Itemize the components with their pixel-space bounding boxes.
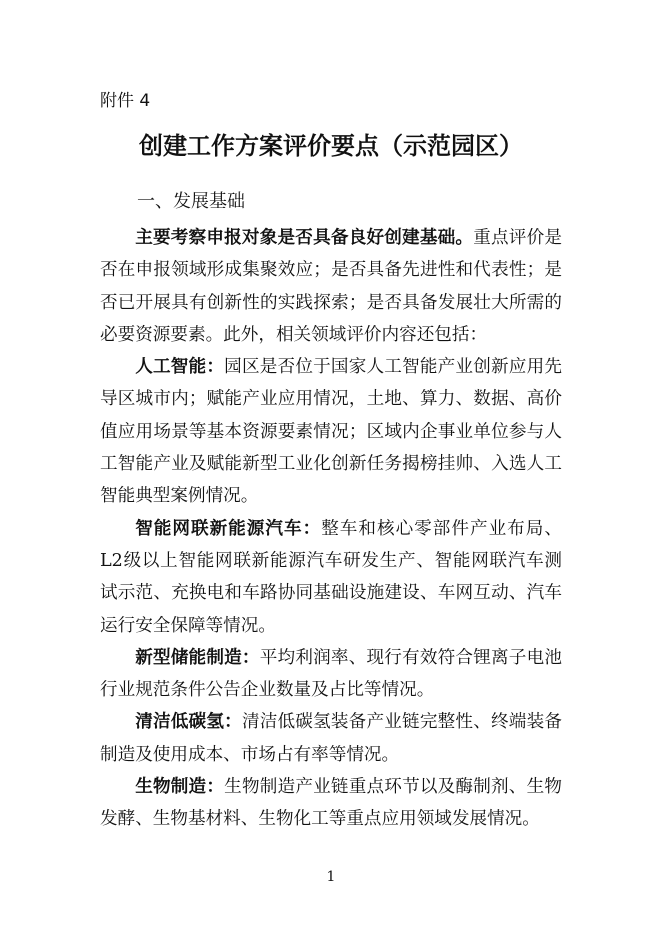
paragraph-bio-manufacturing [100,771,562,836]
paragraph-lead: 清洁低碳氢： [135,712,242,733]
paragraph-lead: 新型储能制造： [135,647,260,668]
page-number: 1 [326,869,336,885]
section-heading: 一、发展基础 [137,191,245,212]
paragraph-text: 整车和核心零部件产业布局、L2级以上智能网联新能源汽车研发生产、智能网联汽车测试示范、充换电和车路协同基础设施建设、车网互动、汽车运行安全保障等情况。 [100,518,562,636]
document-title: 创建工作方案评价要点（示范园区） [139,131,523,160]
attachment-label: 附件 4 [100,91,151,111]
paragraph-ai [100,351,562,512]
paragraph-text: 生物制造产业链重点环节以及酶制剂、生物发酵、生物基材料、生物化工等重点应用领域发展情况。 [100,777,562,830]
paragraph-connected-vehicles [100,513,562,642]
paragraph-text: 园区是否位于国家人工智能产业创新应用先导区城市内；赋能产业应用情况，土地、算力、数据、高价值应用场景等基本资源要素情况；区域内企事业单位参与人工智能产业及赋能新型工业化创新任务揭榜挂帅、入选人工智能典型案例情况。 [100,357,562,507]
paragraph-clean-hydrogen [100,706,562,771]
paragraph-text: 重点评价是否在申报领域形成集聚效应；是否具备先进性和代表性；是否已开展具有创新性的实践探索；是否具备发展壮大所需的必要资源要素。此外，相关领域评价内容还包括： [100,228,562,345]
paragraph-lead: 人工智能： [135,357,225,378]
paragraph-lead: 智能网联新能源汽车： [135,518,322,539]
paragraph-text: 清洁低碳氢装备产业链完整性、终端装备制造及使用成本、市场占有率等情况。 [100,712,562,765]
document-body [100,222,562,836]
paragraph-text: 平均利润率、现行有效符合锂离子电池行业规范条件公告企业数量及占比等情况。 [100,647,562,701]
paragraph-overview [100,222,562,351]
paragraph-lead: 生物制造： [135,777,225,798]
paragraph-energy-storage [100,642,562,707]
paragraph-lead: 主要考察申报对象是否具备良好创建基础。 [135,228,474,248]
